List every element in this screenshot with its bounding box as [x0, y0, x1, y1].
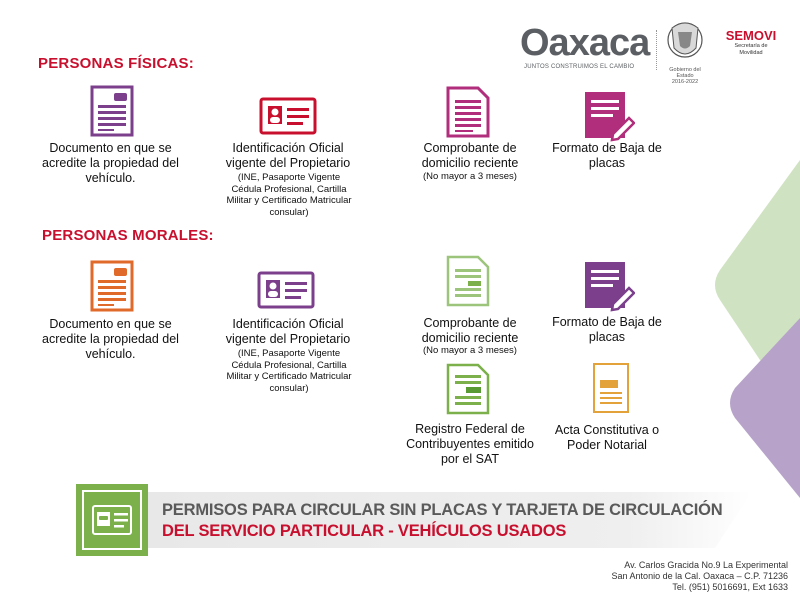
circulation-card-icon — [92, 505, 132, 535]
address-line-3: Tel. (951) 5016691, Ext 1633 — [672, 582, 788, 592]
tax-registry-icon — [446, 363, 490, 415]
morales-item-6-label: Acta Constitutiva o Poder Notarial — [554, 423, 660, 452]
coat-of-arms-icon — [662, 18, 708, 62]
fisicas-item-3-sub: (No mayor a 3 meses) — [423, 171, 517, 182]
vehicle-document-icon — [90, 85, 134, 137]
form-pencil-icon — [583, 90, 635, 142]
vehicle-document-icon — [90, 260, 134, 312]
banner-title-line2: DEL SERVICIO PARTICULAR - VEHÍCULOS USADOS — [162, 522, 567, 540]
morales-item-2-sub: (INE, Pasaporte Vigente Cédula Profesional, Cartilla Militar y Certificado Matricular consular) — [226, 348, 352, 394]
footer-address — [560, 560, 788, 593]
gov-caption-2: 2016-2022 — [671, 79, 699, 85]
morales-item-3-label: Comprobante de domicilio reciente — [421, 316, 519, 345]
form-pencil-icon — [583, 260, 635, 312]
gov-caption-1: Gobierno del Estado — [669, 67, 701, 79]
banner-icon-box — [76, 484, 148, 556]
semovi-sub-2: Movilidad — [739, 49, 763, 56]
fisicas-item-3-label: Comprobante de domicilio reciente — [421, 141, 519, 170]
morales-item-1-label: Documento en que se acredite la propiedad del vehículo. — [42, 317, 179, 361]
oaxaca-tagline: JUNTOS CONSTRUIMOS EL CAMBIO — [524, 64, 635, 70]
morales-item-4-label: Formato de Baja de placas — [552, 315, 662, 344]
personas-morales-title: PERSONAS MORALES: — [42, 227, 214, 244]
semovi-sub-1: Secretaría de — [734, 43, 768, 49]
banner-title-line1: PERMISOS PARA CIRCULAR SIN PLACAS Y TARJETA DE CIRCULACIÓN — [162, 501, 723, 519]
semovi-word: SEMOVI — [725, 28, 777, 43]
state-coat-of-arms — [662, 18, 708, 85]
address-line-2: San Antonio de la Cal. Oaxaca – C.P. 71236 — [611, 571, 788, 581]
purple-corner-decoration — [720, 318, 800, 498]
proof-of-address-icon — [446, 255, 490, 307]
id-card-icon — [257, 271, 315, 309]
fisicas-item-2-sub: (INE, Pasaporte Vigente Cédula Profesional, Cartilla Militar y Certificado Matricular consular) — [226, 172, 352, 218]
oaxaca-logo-word: Oaxaca — [520, 22, 650, 64]
semovi-logo — [716, 28, 786, 56]
bottom-banner — [76, 484, 752, 556]
logo-divider — [656, 30, 658, 70]
personas-fisicas-title: PERSONAS FÍSICAS: — [38, 55, 194, 72]
fisicas-item-4-label: Formato de Baja de placas — [552, 141, 662, 170]
notarial-deed-icon — [592, 362, 630, 414]
fisicas-item-1-label: Documento en que se acredite la propiedad del vehículo. — [42, 141, 179, 185]
morales-item-2-label: Identificación Oficial vigente del Propietario — [225, 317, 351, 346]
morales-item-5-label: Registro Federal de Contribuyentes emitido por el SAT — [406, 422, 534, 466]
proof-of-address-icon — [446, 86, 490, 138]
fisicas-item-2-label: Identificación Oficial vigente del Propietario — [225, 141, 351, 170]
address-line-1: Av. Carlos Gracida No.9 La Experimental — [624, 560, 788, 570]
oaxaca-logo — [520, 22, 650, 74]
morales-item-3-sub: (No mayor a 3 meses) — [423, 345, 517, 356]
id-card-icon — [259, 97, 317, 135]
